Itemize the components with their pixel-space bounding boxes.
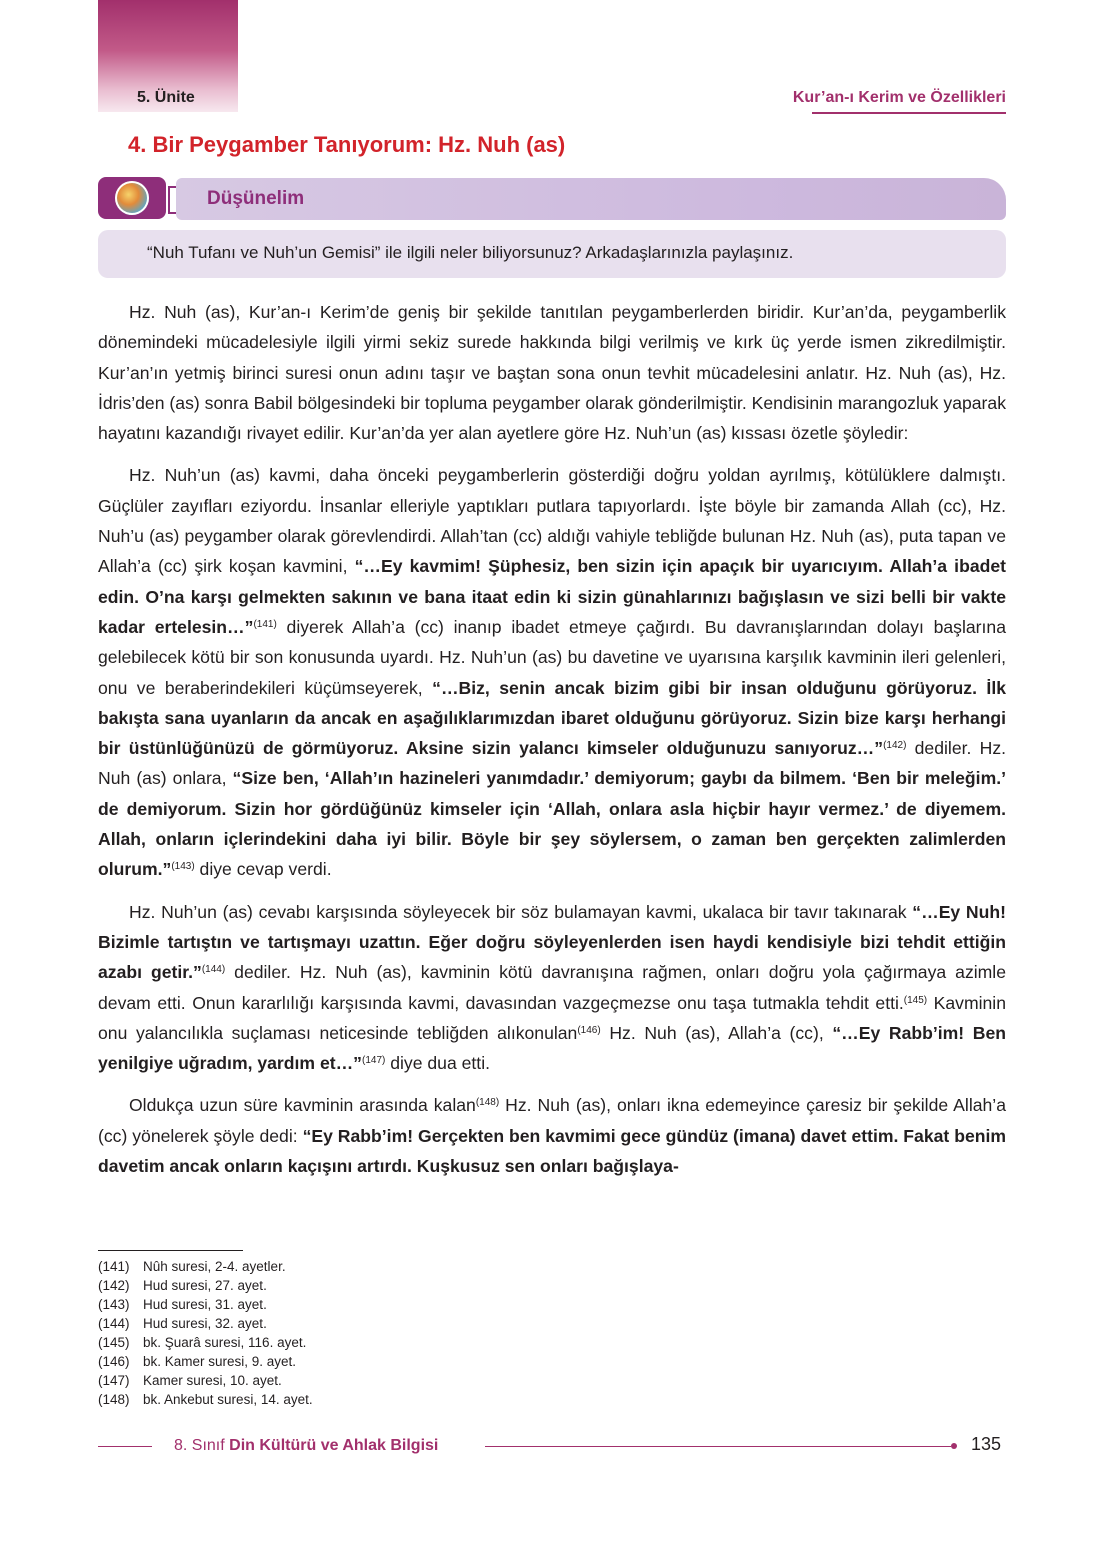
paragraph-1: Hz. Nuh (as), Kur’an-ı Kerim’de geniş bir şekilde tanıtılan peygamberlerden biridir. Kur’an’da, peygamberlik dönemindeki mücadelesiyle ilgili yirmi sekiz surede hakkında bilgi verilmiş ve kırk üç yerde ismen zikredilmiştir. Kur’an’ın yetmiş birinci suresi onun adını taşır ve baştan sona onun tevhit mücadelesini anlatır. Hz. Nuh (as), Hz. İdris’den (as) sonra Babil bölgesindeki bir topluma peygamber olarak gönderilmiştir. Kendisinin marangozluk yaparak hayatını kazandığı rivayet edilir. Kur’an’da yer alan ayetlere göre Hz. Nuh’un (as) kıssası özetle şöyledir:	[98, 302, 1006, 444]
footnote-ref: (143)	[171, 861, 195, 873]
footnote-item	[98, 1352, 313, 1371]
text-run: Hz. Nuh (as), onları ikna edemeyince çaresiz bir şekilde Allah’a (cc) yönelerek şöyle dedi:	[98, 1095, 1006, 1146]
brain-emblem-icon	[115, 181, 149, 215]
footnote-ref: (142)	[883, 740, 907, 752]
footnote-ref: (146)	[577, 1024, 601, 1036]
text-run: diye dua etti.	[385, 1053, 490, 1074]
paragraph-2	[98, 460, 1006, 884]
text-run: diyerek Allah’a (cc) inanıp ibadet etmeye çağırdı. Bu davranışlarından dolayı başlarına gelebilecek kötü bir son konusunda uyardı. Hz. Nuh’un (as) bu davetine ve uyarısına karşılık kavminin ileri gelenleri, onu ve beraberindekileri küçümseyerek,	[98, 616, 1006, 698]
footer-book-title	[174, 1437, 438, 1455]
footnote-number: (148)	[98, 1392, 130, 1407]
chapter-title: Kur’an-ı Kerim ve Özellikleri	[792, 89, 1006, 106]
text-run: Hz. Nuh’un (as) kavmi, daha önceki peygamberlerin gösterdiği doğru yoldan ayrılmış, kötülüklere dalmıştı. Güçlüler zayıfları eziyordu. İnsanlar elleriyle yaptıkları putlara tapıyorlardı. İşte böyle bir zamanda Allah (cc), Hz. Nuh’u (as) peygamber olarak görevlendirdi. Allah’tan (cc) aldığı vahiyle tebliğde bulunan Hz. Nuh (as), puta tapan ve Allah’a (cc) şirk koşan kavmini,	[98, 465, 1006, 577]
footnote-item	[98, 1314, 313, 1333]
verse-quote: “…Biz, senin ancak bizim gibi bir insan olduğunu görüyoruz. İlk bakışta sana uyanların da ancak en aşağılıklarımızdan ibaret olduğunu görüyoruz. Sizin bize karşı herhangi bir üstünlüğünüzü de görmüyoruz. Aksine sizin yalancı kimseler olduğunuzu sanıyoruz…”	[98, 677, 1006, 759]
footnote-number: (144)	[98, 1316, 130, 1331]
footnote-number: (141)	[98, 1259, 130, 1274]
footnote-text: Hud suresi, 31. ayet.	[143, 1297, 267, 1312]
think-icon	[98, 177, 166, 219]
paragraph-3	[98, 897, 1006, 1079]
think-box-question: “Nuh Tufanı ve Nuh’un Gemisi” ile ilgili neler biliyorsunuz? Arkadaşlarınızla paylaşınız.	[147, 243, 794, 262]
page-number: 135	[971, 1434, 1002, 1454]
footer-subject: Din Kültürü ve Ahlak Bilgisi	[229, 1437, 439, 1454]
footnote-number: (145)	[98, 1335, 130, 1350]
footnote-number: (146)	[98, 1354, 130, 1369]
footnote-text: Kamer suresi, 10. ayet.	[143, 1373, 282, 1388]
footnote-text: Hud suresi, 32. ayet.	[143, 1316, 267, 1331]
body-text	[98, 297, 1006, 1193]
verse-quote: “Size ben, ‘Allah’ın hazineleri yanımdadır.’ demiyorum; gaybı da bilmem. ‘Ben bir meleğim.’ de demiyorum. Sizin hor gördüğünüz kimseler için ‘Allah, onlara asla hiçbir hayır vermez.’ de diyemem. Allah, onların içlerindekini daha iyi bilir. Böyle bir şey söylersem, o zaman ben gerçekten zalimlerden olurum.”	[98, 768, 1006, 880]
footnote-text: Nûh suresi, 2-4. ayetler.	[143, 1259, 286, 1274]
paragraph-4	[98, 1090, 1006, 1181]
footnote-text: bk. Kamer suresi, 9. ayet.	[143, 1354, 297, 1369]
footnote-text: Hud suresi, 27. ayet.	[143, 1278, 267, 1293]
footnote-item	[98, 1257, 313, 1276]
section-title: 4. Bir Peygamber Tanıyorum: Hz. Nuh (as)	[128, 132, 566, 157]
footnote-list	[98, 1257, 313, 1409]
verse-quote: “…Ey kavmim! Şüphesiz, ben sizin için apaçık bir uyarıcıyım. Allah’a ibadet edin. O’na karşı gelmekten sakının ve bana itaat edin ki sizin günahlarınızı bağışlasın ve sizi belli bir vakte kadar ertelesin…”	[98, 556, 1006, 637]
footnote-ref: (141)	[253, 618, 277, 630]
text-run: Kavminin onu yalancılıkla suçlaması neticesinde tebliğden alıkonulan	[98, 992, 1006, 1043]
footnote-item	[98, 1276, 313, 1295]
footnote-item	[98, 1390, 313, 1409]
footnote-item	[98, 1333, 313, 1352]
text-run: Hz. Nuh’un (as) cevabı karşısında söyleyecek bir söz bulamayan kavmi, ukalaca bir tavır takınarak	[129, 901, 913, 922]
bracket-decoration	[168, 186, 176, 214]
header-divider	[812, 112, 1006, 114]
footnote-number: (143)	[98, 1297, 130, 1312]
footer-divider-right	[485, 1446, 951, 1447]
unit-label: 5. Ünite	[137, 89, 195, 106]
verse-quote: “…Ey Rabb’im! Ben yenilgiye uğradım, yardım et…”	[98, 1022, 1006, 1074]
think-box-title: Düşünelim	[207, 188, 305, 209]
footer-divider-left	[98, 1446, 152, 1447]
verse-quote: “Ey Rabb’im! Gerçekten ben kavmimi gece gündüz (imana) davet ettim. Fakat benim davetim ancak onların kaçışını artırdı. Kuşkusuz sen onları bağışlaya-	[98, 1125, 1007, 1177]
footnote-ref: (147)	[361, 1055, 386, 1067]
footnote-ref: (145)	[903, 994, 928, 1006]
footnote-item	[98, 1371, 313, 1390]
footnote-text: bk. Şuarâ suresi, 116. ayet.	[143, 1335, 307, 1350]
text-run: diye cevap verdi.	[194, 859, 332, 880]
footnote-number: (147)	[98, 1373, 130, 1388]
footnote-ref: (148)	[475, 1097, 500, 1109]
verse-quote: “…Ey Nuh! Bizimle tartıştın ve tartışmayı uzattın. Eğer doğru söyleyenlerden isen haydi kendisiyle bizi tehdit ettiğin azabı getir.”	[98, 901, 1006, 983]
footer-dot	[951, 1443, 957, 1449]
text-run: dediler. Hz. Nuh (as), kavminin kötü davranışına rağmen, onları doğru yola çağırmaya azimle devam etti. Onun kararlılığı karşısında kavmi, davasından vazgeçmezse onu taşa tutmakla tehdit etti.	[98, 962, 1006, 1013]
text-run: Oldukça uzun süre kavminin arasında kalan	[129, 1095, 476, 1116]
footer-grade: 8. Sınıf	[174, 1437, 225, 1454]
footnote-item	[98, 1295, 313, 1314]
footnote-ref: (144)	[201, 964, 226, 976]
footnote-divider	[98, 1250, 243, 1251]
footnote-text: bk. Ankebut suresi, 14. ayet.	[143, 1392, 313, 1407]
text-run: Hz. Nuh (as), Allah’a (cc),	[600, 1022, 833, 1043]
text-run: dediler. Hz. Nuh (as) onlara,	[98, 738, 1007, 789]
footnote-number: (142)	[98, 1278, 130, 1293]
